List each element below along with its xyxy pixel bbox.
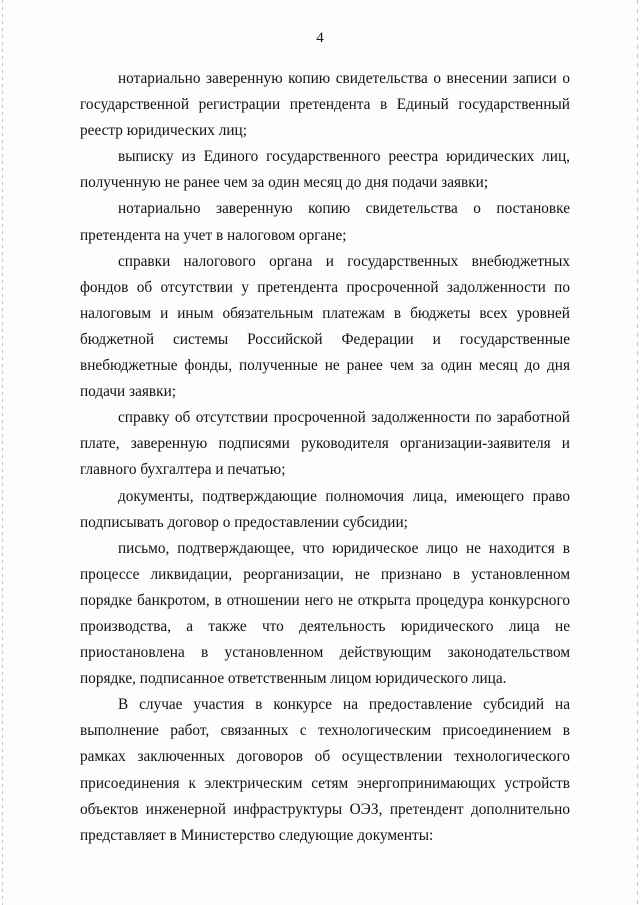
paragraph-registry-extract: выписку из Единого государственного реестра юридических лиц, полученную не ранее чем за один месяц до дня подачи заявки; [80,148,570,192]
paragraph-liquidation-letter: письмо, подтверждающее, что юридическое лицо не находится в процессе ликвидации, реорганизации, не признано в установленном порядке банкротом, в отношении него не открыта процедура конкурсного производства, а также что деятельность юридического лица не приостановлена в установленном действующим законодательством порядке, подписанное ответственным лицом юридического лица. [80,539,570,688]
paragraph-additional-documents: В случае участия в конкурсе на предоставление субсидий на выполнение работ, связанных с технологическим присоединением в рамках заключенных договоров об осуществлении технологического присоединения к электрическим сетям энергопринимающих устройств объектов инженерной инфраструктуры ОЭЗ, претендент дополнительно представляет в Министерство следующие документы: [80,696,570,844]
scan-edge-left [2,0,3,905]
paragraph-salary-debt-certificate: справку об отсутствии просроченной задолженности по заработной плате, заверенную подписями руководителя организации-заявителя и главного бухгалтера и печатью; [80,409,570,479]
paragraph-notarized-registration-copy: нотариально заверенную копию свидетельства о внесении записи о государственной регистрации претендента в Единый государственный реестр юридических лиц; [80,70,570,140]
paragraph-authority-documents: документы, подтверждающие полномочия лица, имеющего право подписывать договор о предоставлении субсидии; [80,487,570,531]
document-body [80,66,570,849]
page-number: 4 [316,30,324,46]
paragraph-tax-registration-copy: нотариально заверенную копию свидетельства о постановке претендента на учет в налоговом органе; [80,200,570,244]
paragraph-tax-certificates: справки налогового органа и государственных внебюджетных фондов об отсутствии у претендента просроченной задолженности по налоговым и иным обязательным платежам в бюджеты всех уровней бюджетной системы Российской Федерации и государственные внебюджетные фонды, полученные не ранее чем за один месяц до дня подачи заявки; [80,252,570,401]
scan-edge-right [637,0,638,905]
